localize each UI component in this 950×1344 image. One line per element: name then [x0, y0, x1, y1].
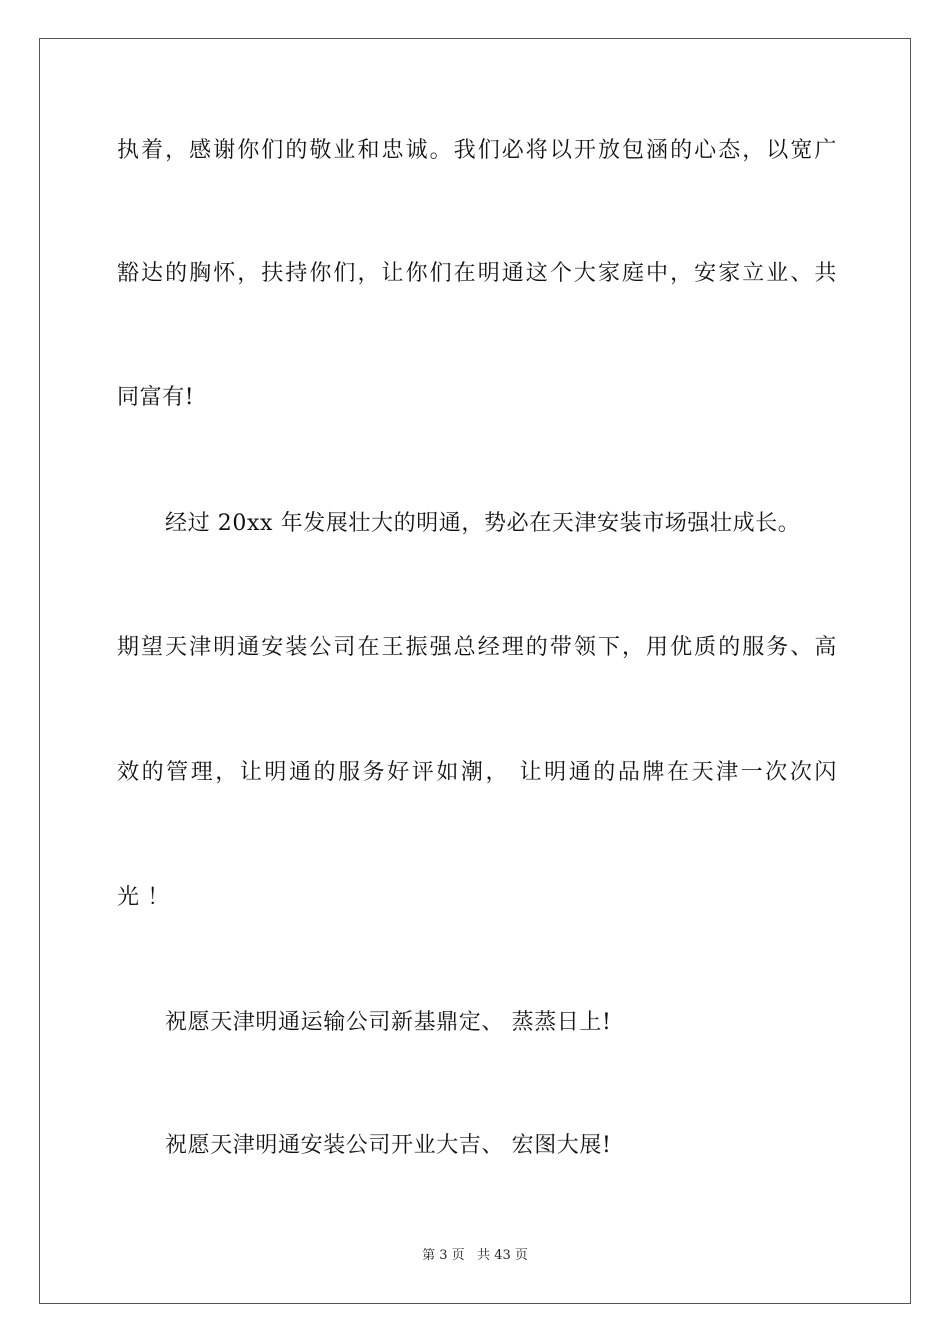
body-text-line: 期望天津明通安装公司在王振强总经理的带领下，用优质的服务、高 [117, 635, 837, 660]
page-number-label: 第 3 页 共 43 页 [422, 1248, 528, 1263]
body-text-line: 效的管理，让明通的服务好评如潮， 让明通的品牌在天津一次次闪 [117, 760, 837, 785]
page-footer [0, 1247, 950, 1265]
paragraph-first-line: 祝愿天津明通安装公司开业大吉、 宏图大展! [165, 1133, 612, 1158]
body-text-line: 光 ！ [117, 885, 170, 910]
page-border [39, 38, 911, 1304]
body-text-line: 豁达的胸怀，扶持你们，让你们在明通这个大家庭中，安家立业、共 [117, 261, 837, 286]
paragraph-first-line: 经过 20xx 年发展壮大的明通，势必在天津安装市场强壮成长。 [165, 511, 801, 536]
body-text-line: 同富有! [117, 385, 195, 410]
body-text-line: 执着，感谢你们的敬业和忠诚。我们必将以开放包涵的心态，以宽广 [117, 138, 837, 163]
paragraph-first-line: 祝愿天津明通运输公司新基鼎定、 蒸蒸日上! [165, 1010, 612, 1035]
